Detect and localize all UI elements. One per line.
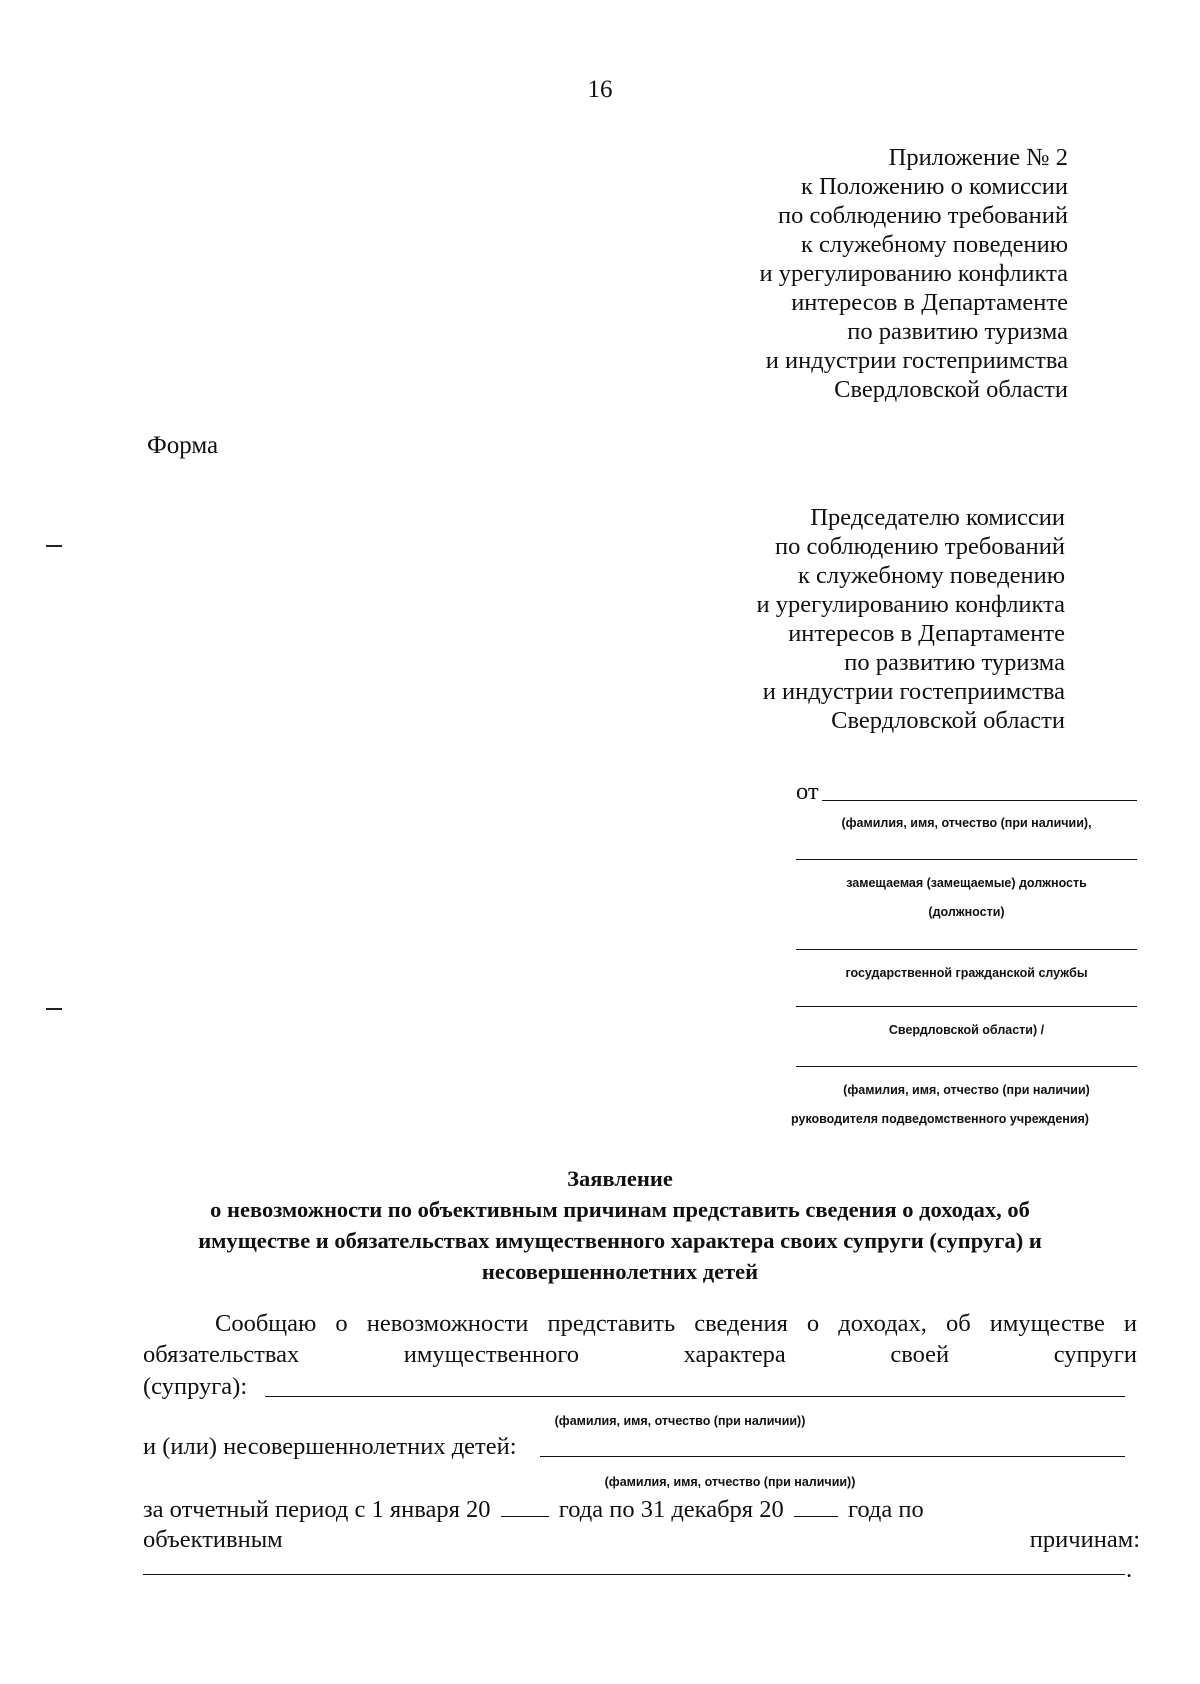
appendix-line: и индустрии гостеприимства bbox=[765, 347, 1068, 374]
period-to-label: года по 31 декабря 20 bbox=[558, 1496, 784, 1523]
scan-mark bbox=[46, 545, 62, 547]
statement-subtitle-line: несовершеннолетних детей bbox=[481, 1259, 759, 1284]
body-word: своей bbox=[890, 1341, 950, 1368]
position-caption-2: (должности) bbox=[928, 905, 1005, 919]
addressee-line: и индустрии гостеприимства bbox=[762, 678, 1065, 705]
region-caption: Свердловской области) / bbox=[888, 1023, 1045, 1037]
page-number: 16 bbox=[587, 76, 613, 103]
body-word: супруги bbox=[1053, 1341, 1137, 1368]
addressee-line: Председателю комиссии bbox=[810, 504, 1065, 531]
end-dot: . bbox=[1126, 1556, 1133, 1583]
period-line bbox=[143, 1494, 924, 1524]
addressee-block bbox=[545, 503, 1065, 735]
appendix-line: к Положению о комиссии bbox=[800, 173, 1068, 200]
statement-subtitle-line: имуществе и обязательствах имущественного характера своих супруги (супруга) и bbox=[198, 1228, 1042, 1253]
head-fio-input-line[interactable] bbox=[796, 1066, 1137, 1067]
spouse-input-line[interactable] bbox=[265, 1396, 1125, 1397]
region-input-line[interactable] bbox=[796, 1006, 1137, 1007]
appendix-line: по соблюдению требований bbox=[777, 202, 1068, 229]
period-end-label: года по bbox=[847, 1496, 924, 1523]
appendix-line: Приложение № 2 bbox=[888, 144, 1068, 171]
head-org-caption: руководителя подведомственного учреждения) bbox=[791, 1112, 1089, 1126]
position-input-line[interactable] bbox=[796, 859, 1137, 860]
addressee-line: интересов в Департаменте bbox=[788, 620, 1065, 647]
service-caption: государственной гражданской службы bbox=[845, 966, 1088, 980]
body-word: имущественного bbox=[403, 1341, 580, 1368]
body-word: обязательствах bbox=[143, 1341, 300, 1368]
period-from-label: за отчетный период с 1 января 20 bbox=[143, 1496, 491, 1523]
addressee-line: и урегулированию конфликта bbox=[756, 591, 1065, 618]
appendix-line: интересов в Департаменте bbox=[791, 289, 1068, 316]
fio-caption: (фамилия, имя, отчество (при наличии), bbox=[841, 816, 1092, 830]
year-to-input[interactable] bbox=[794, 1494, 838, 1517]
children-label: и (или) несовершеннолетних детей: bbox=[143, 1433, 517, 1460]
addressee-line: по соблюдению требований bbox=[774, 533, 1065, 560]
appendix-header bbox=[548, 143, 1068, 404]
year-from-input[interactable] bbox=[501, 1494, 549, 1517]
statement-subtitle bbox=[130, 1194, 1110, 1287]
position-caption: замещаемая (замещаемые) должность bbox=[846, 876, 1087, 890]
children-caption: (фамилия, имя, отчество (при наличии)) bbox=[604, 1475, 856, 1489]
appendix-line: по развитию туризма bbox=[847, 318, 1068, 345]
addressee-line: к служебному поведению bbox=[798, 562, 1065, 589]
body-word: характера bbox=[683, 1341, 786, 1368]
statement-title: Заявление bbox=[567, 1166, 673, 1191]
appendix-line: Свердловской области bbox=[834, 376, 1068, 403]
addressee-line: по развитию туризма bbox=[844, 649, 1065, 676]
objective-label: объективным bbox=[143, 1526, 283, 1553]
addressee-line: Свердловской области bbox=[831, 707, 1065, 734]
body-line-2 bbox=[143, 1340, 1137, 1369]
reasons-label: причинам: bbox=[1029, 1526, 1140, 1553]
from-label: от bbox=[796, 778, 819, 805]
statement-subtitle-line: о невозможности по объективным причинам представить сведения о доходах, об bbox=[210, 1197, 1030, 1222]
spouse-label: (супруга): bbox=[143, 1373, 248, 1400]
appendix-line: и урегулированию конфликта bbox=[759, 260, 1068, 287]
body-line-1: Сообщаю о невозможности представить сведения о доходах, об имуществе и bbox=[215, 1310, 1137, 1337]
reasons-input-line[interactable] bbox=[143, 1574, 1125, 1575]
spouse-caption: (фамилия, имя, отчество (при наличии)) bbox=[554, 1414, 806, 1428]
scan-mark bbox=[46, 1008, 62, 1010]
children-input-line[interactable] bbox=[540, 1456, 1125, 1457]
form-label: Форма bbox=[147, 432, 219, 459]
appendix-line: к служебному поведению bbox=[801, 231, 1068, 258]
service-input-line[interactable] bbox=[796, 949, 1137, 950]
fio-input-line[interactable] bbox=[822, 800, 1137, 801]
head-fio-caption: (фамилия, имя, отчество (при наличии) bbox=[843, 1083, 1090, 1097]
